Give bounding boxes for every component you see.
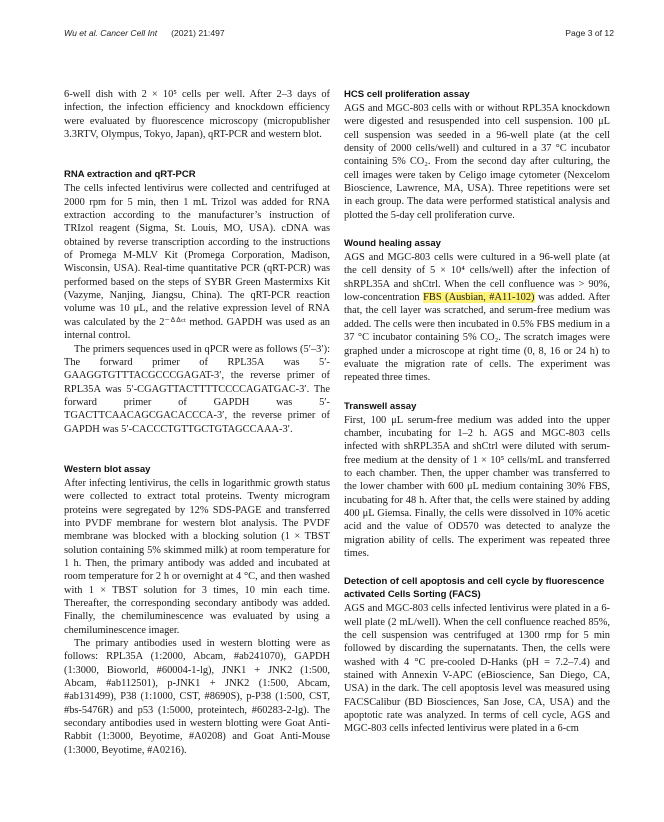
rna-extraction-heading: RNA extraction and qRT-PCR bbox=[64, 169, 196, 181]
hcs-paragraph: AGS and MGC-803 cells with or without RPL35A knockdown were digested and resuspended into cell suspension. 100 μL cell suspension was seeded in a 96-well plate (at the cell density of 2000 cells/well) and cultured in a 37 °C incubator containing 5% CO₂. From the second day after culturing, the cell images were taken by Celigo image cytometer (Nexcelom Bioscience, Lawrence, MA, USA). Three repetitions were set in each group. The data were performed statistical analysis and plotted the 5-day cell proliferation curve. bbox=[344, 103, 610, 221]
journal-citation: Wu et al. Cancer Cell Int bbox=[64, 28, 158, 38]
highlighted-fbs-reference: FBS (Ausbian, #A11-102) bbox=[423, 292, 535, 304]
intro-paragraph: 6-well dish with 2 × 10⁵ cells per well. After 2–3 days of infection, the infection efficiency and knockdown efficiency were evaluated by fluorescence microscopy (micropublisher 3.3RTV, Olympus, Tokyo, Japan), qRT-PCR and western blot. bbox=[64, 89, 330, 141]
left-column bbox=[64, 88, 330, 757]
page-header bbox=[64, 28, 614, 42]
rna-paragraph-2: The primers sequences used in qPCR were as follows (5′–3′): The forward primer of RPL35A was 5′-GAAGGTGTTTACGCCCGAGAT-3′, the reverse primer of RPL35A was 5′-CGAGTTACTTTTCCCCAGATGAC-3′. The forward primer of GAPDH was 5′-TGACTTCAACAGCGACACCCA-3′, the reverse primer of GAPDH was 5′-CACCCTGTTGCTGTAGCCAAA-3′. bbox=[64, 343, 330, 435]
page-number: Page 3 of 12 bbox=[565, 28, 614, 38]
transwell-heading: Transwell assay bbox=[344, 400, 417, 412]
wound-text-after: was added. After that, the cell layer was scratched, and serum-free medium was added. The cells were then incubated in 0.5% FBS medium in a 37 °C incubator containing 5% CO₂. The scratch images were graphed under a microscope at right time (0, 8, 16 or 24 h) to evaluate the migration rate of cells. The experiment was repeated three times. bbox=[344, 292, 610, 384]
wound-text-before: AGS and MGC-803 cells were cultured in a 96-well plate (at the cell density of 5 × 10⁴ cells/well) after the infection of shRPL35A and shCtrl. When the cell confluence was > 90%, low-concentration bbox=[344, 252, 610, 304]
facs-paragraph: AGS and MGC-803 cells infected lentivirus were plated in a 6-well plate (2 mL/well). When the cell confluence reached 85%, the cell suspension was centrifuged at 1300 rmp for 5 min followed by discarding the supernatants. Then, the cells were washed with 4 °C pre-cooled D-Hanks (pH = 7.2–7.4) and stained with Annexin V-APC (eBioscience, San Diego, CA, USA) in the dark. The cell apoptosis level was measured using FACSCalibur (BD Biosciences, San Jose, CA, USA) and the apoptotic rate was analyzed. In terms of cell cycle, AGS and MGC-803 cells infected lentivirus were plated in a 6-cm bbox=[344, 603, 610, 735]
western-paragraph-2: The primary antibodies used in western blotting were as follows: RPL35A (1:2000, Abcam, #ab241070), GAPDH (1:3000, Bioworld, #60004-1-lg), JNK1 + JNK2 (1:500, Abcam, #ab112501), p-JNK1 + JNK2 (1:500, Abcam, #ab131499), P38 (1:1000, CST, #8690S), p-P38 (1:500, CST, #bs-5476R) and p53 (1:5000, proteintech, #60283-2-lg). The secondary antibodies used in western blotting were Goat Anti-Rabbit (1:3000, Beyotime, #A0208) and Goat Anti-Mouse (1:3000, Beyotime, #A0216). bbox=[64, 638, 330, 756]
right-column bbox=[344, 88, 610, 736]
facs-heading: Detection of cell apoptosis and cell cycle by fluorescence activated Cells Sorting (FACS) bbox=[344, 576, 605, 601]
western-blot-heading: Western blot assay bbox=[64, 463, 151, 475]
wound-paragraph bbox=[344, 251, 610, 384]
year-volume: (2021) 21:497 bbox=[171, 28, 225, 38]
wound-healing-heading: Wound healing assay bbox=[344, 238, 441, 250]
western-paragraph-1: After infecting lentivirus, the cells in logarithmic growth status were collected to extract total proteins. Twenty microgram proteins were segregated by 12% SDS-PAGE and transferred into PVDF membrane for western blot analysis. The PVDF membrane was blocked with a blocking solution (1 × TBST solution containing 5% skimmed milk) at room temperature for 1 h. Then, the primary antibody was added and incubated at room temperature for 2 h or overnight at 4 °C, and then washed with 1 × TBST solution for 3 times, 10 min each time. Thereafter, the corresponding secondary antibody was added. Finally, the chemiluminescence was evaluated by using a chemiluminescence imager. bbox=[64, 477, 330, 636]
rna-paragraph-1: The cells infected lentivirus were collected and centrifuged at 2000 rpm for 5 min, then 1 mL Trizol was added for RNA extraction according to the manufacturer’s instruction of TRIzol reagent (Sigma, St. Louis, MO, USA). cDNA was obtained by reverse transcription according to the instructions of Promega M-MLV Kit (Promega Corporation, Madison, Wisconsin, USA). Real-time quantitative PCR (qRT-PCR) was performed based on the steps of SYBR Green Mastermixs Kit (Vazyme, Nanjing, Jiangsu, China). The qRT-PCR reaction volume was 10 μL, and the relative expression level of RNA was calculated by the 2⁻ᐞᐞᶜᵗ method. GAPDH was used as an internal control. bbox=[64, 183, 330, 342]
hcs-proliferation-heading: HCS cell proliferation assay bbox=[344, 89, 470, 100]
transwell-paragraph: First, 100 μL serum-free medium was added into the upper chamber, incubating for 1–2 h. AGS and MGC-803 cells infected with shRPL35A and shCtrl were diluted with serum-free medium at the density of 1 × 10⁵ cells/mL and transferred to each chamber. Then, the upper chamber was transferred to the lower chamber with 600 μL medium containing 30% FBS, incubating for 48 h. After that, the cells were stained by adding 400 μL Giemsa. Finally, the cells were dissolved in 10% acetic acid and the value of OD570 was detected to analyze the migration ability of cells. The experiment was repeated three times. bbox=[344, 414, 610, 559]
running-citation bbox=[64, 28, 225, 38]
